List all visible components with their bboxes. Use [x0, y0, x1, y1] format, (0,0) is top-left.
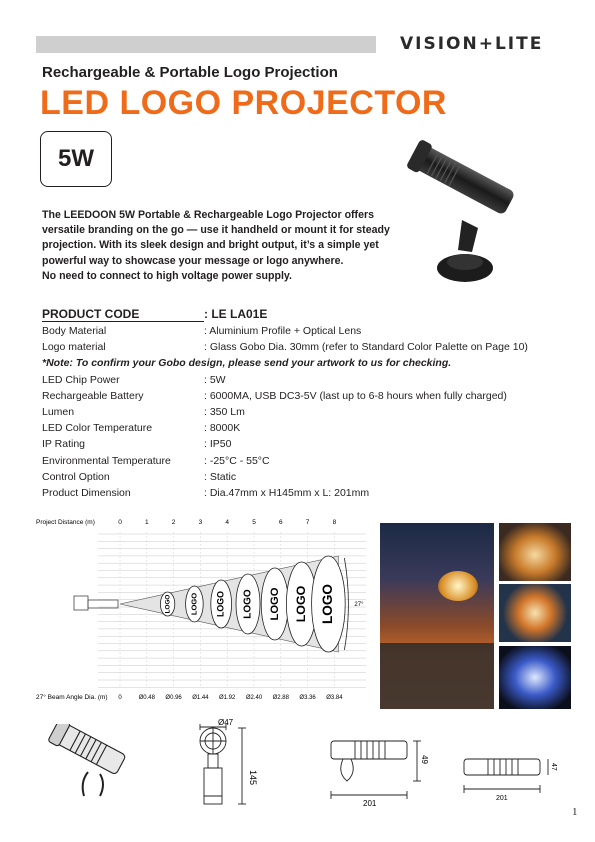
spec-note: *Note: To confirm your Gobo design, please send your artwork to us for checking. [42, 357, 452, 370]
spec-row [42, 404, 562, 420]
projector-product-image [400, 140, 540, 290]
dimension-diameter-top: 47 [550, 763, 557, 771]
spec-row [42, 372, 562, 388]
spec-value: : -25°C - 55°C [204, 454, 270, 467]
distance-tick-label: 1 [144, 519, 149, 526]
spec-label: Rechargeable Battery [42, 389, 144, 402]
diameter-tick-label: Ø1.92 [219, 695, 236, 701]
dimension-height-side: 49 [420, 755, 429, 764]
projector-top-drawing [460, 755, 570, 805]
intro-line: projection. With its sleek design and bright output, it’s a simple yet [42, 239, 379, 252]
diameter-tick-label: Ø3.36 [299, 695, 316, 701]
projector-perspective-drawing [40, 724, 135, 804]
dimension-diameter: Ø47 [218, 718, 234, 727]
page-number: 1 [572, 806, 578, 818]
projection-logo-text: LOGO [189, 592, 199, 616]
spec-value: : 6000MA, USB DC3-5V (last up to 6-8 hours when fully charged) [204, 389, 507, 402]
spec-value: : 8000K [204, 422, 241, 435]
spec-value: : IP50 [204, 438, 232, 451]
header-bar [36, 36, 376, 53]
wattage-badge: 5W [40, 131, 112, 187]
diameter-tick-label: Ø0.48 [138, 695, 155, 701]
distance-tick-label: 8 [332, 519, 337, 526]
spec-label: Environmental Temperature [42, 454, 171, 467]
page-title: LED LOGO PROJECTOR [40, 84, 447, 122]
application-photo-street [380, 523, 494, 709]
spec-row [42, 485, 562, 501]
spec-value: : Glass Gobo Dia. 30mm (refer to Standard Color Palette on Page 10) [204, 341, 528, 354]
spec-label: Lumen [42, 406, 75, 419]
distance-tick-label: 3 [198, 519, 203, 526]
projection-logo-text: LOGO [268, 587, 281, 621]
projection-logo-text: LOGO [215, 591, 226, 617]
spec-label: Control Option [42, 470, 110, 483]
projection-logo-text: LOGO [319, 583, 335, 625]
application-photo-floor [499, 523, 571, 581]
diameter-tick-label: Ø2.88 [272, 695, 289, 701]
spec-label: PRODUCT CODE [42, 307, 204, 322]
distance-tick-label: 6 [278, 519, 283, 526]
spec-value: : Dia.47mm x H145mm x L: 201mm [204, 486, 370, 499]
beam-angle-label: 27° [354, 602, 364, 608]
diameter-axis-label: 27° Beam Angle Dia. (m) [36, 694, 108, 701]
spec-label: Product Dimension [42, 486, 131, 499]
spec-label: Body Material [42, 325, 107, 338]
intro-paragraph [42, 208, 402, 284]
spec-value: : 5W [204, 373, 226, 386]
diameter-tick-label: Ø3.84 [326, 695, 343, 701]
street-ground [380, 643, 494, 709]
spec-label: Logo material [42, 341, 106, 354]
dimension-length-top: 201 [496, 795, 508, 802]
intro-line: versatile branding on the go — use it handheld or mount it for steady [42, 224, 390, 237]
projected-logo-spot [438, 571, 478, 601]
spec-header-row [42, 305, 562, 323]
spec-table [42, 305, 562, 501]
diameter-tick-label: Ø2.40 [245, 695, 263, 701]
spec-value: : 350 Lm [204, 406, 245, 419]
distance-tick-label: 2 [171, 519, 176, 526]
spec-value: : Static [204, 470, 237, 483]
spec-value: : LE LA01E [204, 307, 268, 321]
application-photo-ground [499, 646, 571, 709]
spec-row [42, 469, 562, 485]
diameter-tick-label: Ø0.96 [165, 695, 182, 701]
projection-logo-text: LOGO [164, 594, 172, 614]
spec-label: IP Rating [42, 438, 85, 451]
page-subtitle: Rechargeable & Portable Logo Projection [42, 64, 338, 81]
projection-logo-text: LOGO [293, 585, 308, 623]
spec-row [42, 323, 562, 339]
spec-label: LED Color Temperature [42, 422, 153, 435]
intro-line: powerful way to showcase your message or logo anywhere. [42, 254, 344, 267]
projection-logo-text: LOGO [242, 589, 254, 619]
projection-diagram [36, 512, 376, 707]
diameter-tick-label: 0 [118, 695, 122, 701]
distance-tick-label: 5 [252, 519, 256, 526]
projector-icon [74, 596, 88, 610]
projector-side-drawing [325, 733, 435, 813]
brand-logo: VISION+LITE [400, 34, 544, 54]
spec-row [42, 453, 562, 469]
dimension-length: 201 [363, 799, 377, 808]
dimension-height: 145 [248, 770, 258, 786]
intro-line: The LEEDOON 5W Portable & Rechargeable Logo Projector offers [42, 209, 374, 221]
spec-row [42, 339, 562, 355]
spec-row [42, 420, 562, 436]
spec-row [42, 436, 562, 452]
intro-line: No need to connect to high voltage power supply. [42, 269, 292, 282]
distance-axis-label: Project Distance (m) [36, 519, 95, 526]
spec-label: LED Chip Power [42, 373, 120, 386]
spec-row [42, 388, 562, 404]
distance-tick-label: 0 [118, 519, 122, 526]
spec-value: : Aluminium Profile + Optical Lens [204, 325, 362, 338]
distance-tick-label: 4 [225, 519, 230, 526]
diameter-tick-label: Ø1.44 [192, 695, 209, 701]
distance-tick-label: 7 [305, 519, 310, 526]
application-photo-wall [499, 584, 571, 642]
projector-front-drawing [180, 718, 290, 813]
